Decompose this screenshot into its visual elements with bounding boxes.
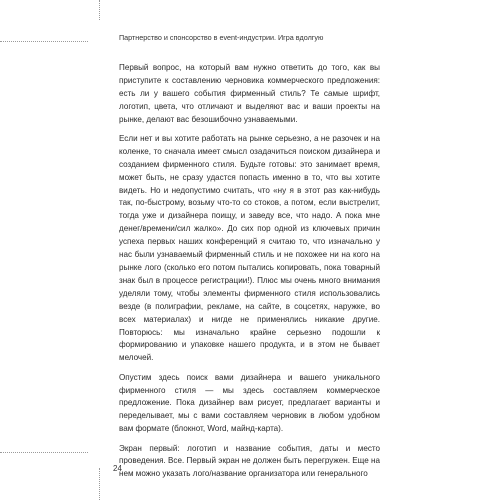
paragraph: Если нет и вы хотите работать на рынке серьезно, а не разочек и на коленке, то сначала имеет смысл озадачиться поиском дизайнера и созданием фирменного стиля. Будьте готовы: это занимает время, может быть, не сразу удастся попасть именно в то, что вы хотите видеть. Но и недопустимо считать, что «ну я в этот раз как-нибудь так, по-быстрому, возьму что-то со стоков, а потом, если выстрелит, тогда уже и дизайнера поищу, и заведу все, что надо. А пока мне денег/времени/сил жалко». До сих пор одной из ключевых причин успеха первых наших конференций я считаю то, что изначально у нас были узнаваемый фирменный стиль и не похожее ни на кого на рынке лого (сколько его потом пытались копировать, пока товарный знак был в процессе регистрации!). Плюс мы очень много внимания уделяли тому, чтобы элементы фирменного стиля использовались везде (в полиграфии, рекламе, на сайте, в соцсетях, наружке, во всех материалах) и нигде не применялись никакие другие. Повторюсь: мы изначально крайне серьезно подошли к формированию и упаковке нашего продукта, и в этом не бывает мелочей. xyxy=(119,133,380,363)
crop-mark-top-horizontal xyxy=(0,41,88,42)
page-number: 24 xyxy=(113,464,122,473)
paragraph: Экран первый: логотип и название события, даты и место проведения. Все. Первый экран не должен быть перегружен. Еще на нем можно указать лого/название организатора или генерального xyxy=(119,443,380,479)
crop-mark-top-vertical xyxy=(99,0,100,20)
crop-mark-bottom-vertical xyxy=(99,468,100,500)
running-head: Партнерство и спонсорство в event-индустрии. Игра вдолгую xyxy=(119,33,324,42)
paragraph: Опустим здесь поиск вами дизайнера и вашего уникального фирменного стиля — мы здесь составляем коммерческое предложение. Пока дизайнер вам рисует, предлагает варианты и переделывает, мы с вами составляем черновик в любом удобном вам формате (блокнот, Word, майнд-карта). xyxy=(119,372,380,434)
crop-mark-bottom-horizontal xyxy=(0,452,88,453)
body-text xyxy=(119,62,380,488)
paragraph: Первый вопрос, на который вам нужно ответить до того, как вы приступите к составлению черновика коммерческого предложения: есть ли у вашего события фирменный стиль? Те самые шрифт, логотип, цвета, что отличают и выделяют вас и ваши проекты на рынке, делают вас безошибочно узнаваемыми. xyxy=(119,63,380,124)
